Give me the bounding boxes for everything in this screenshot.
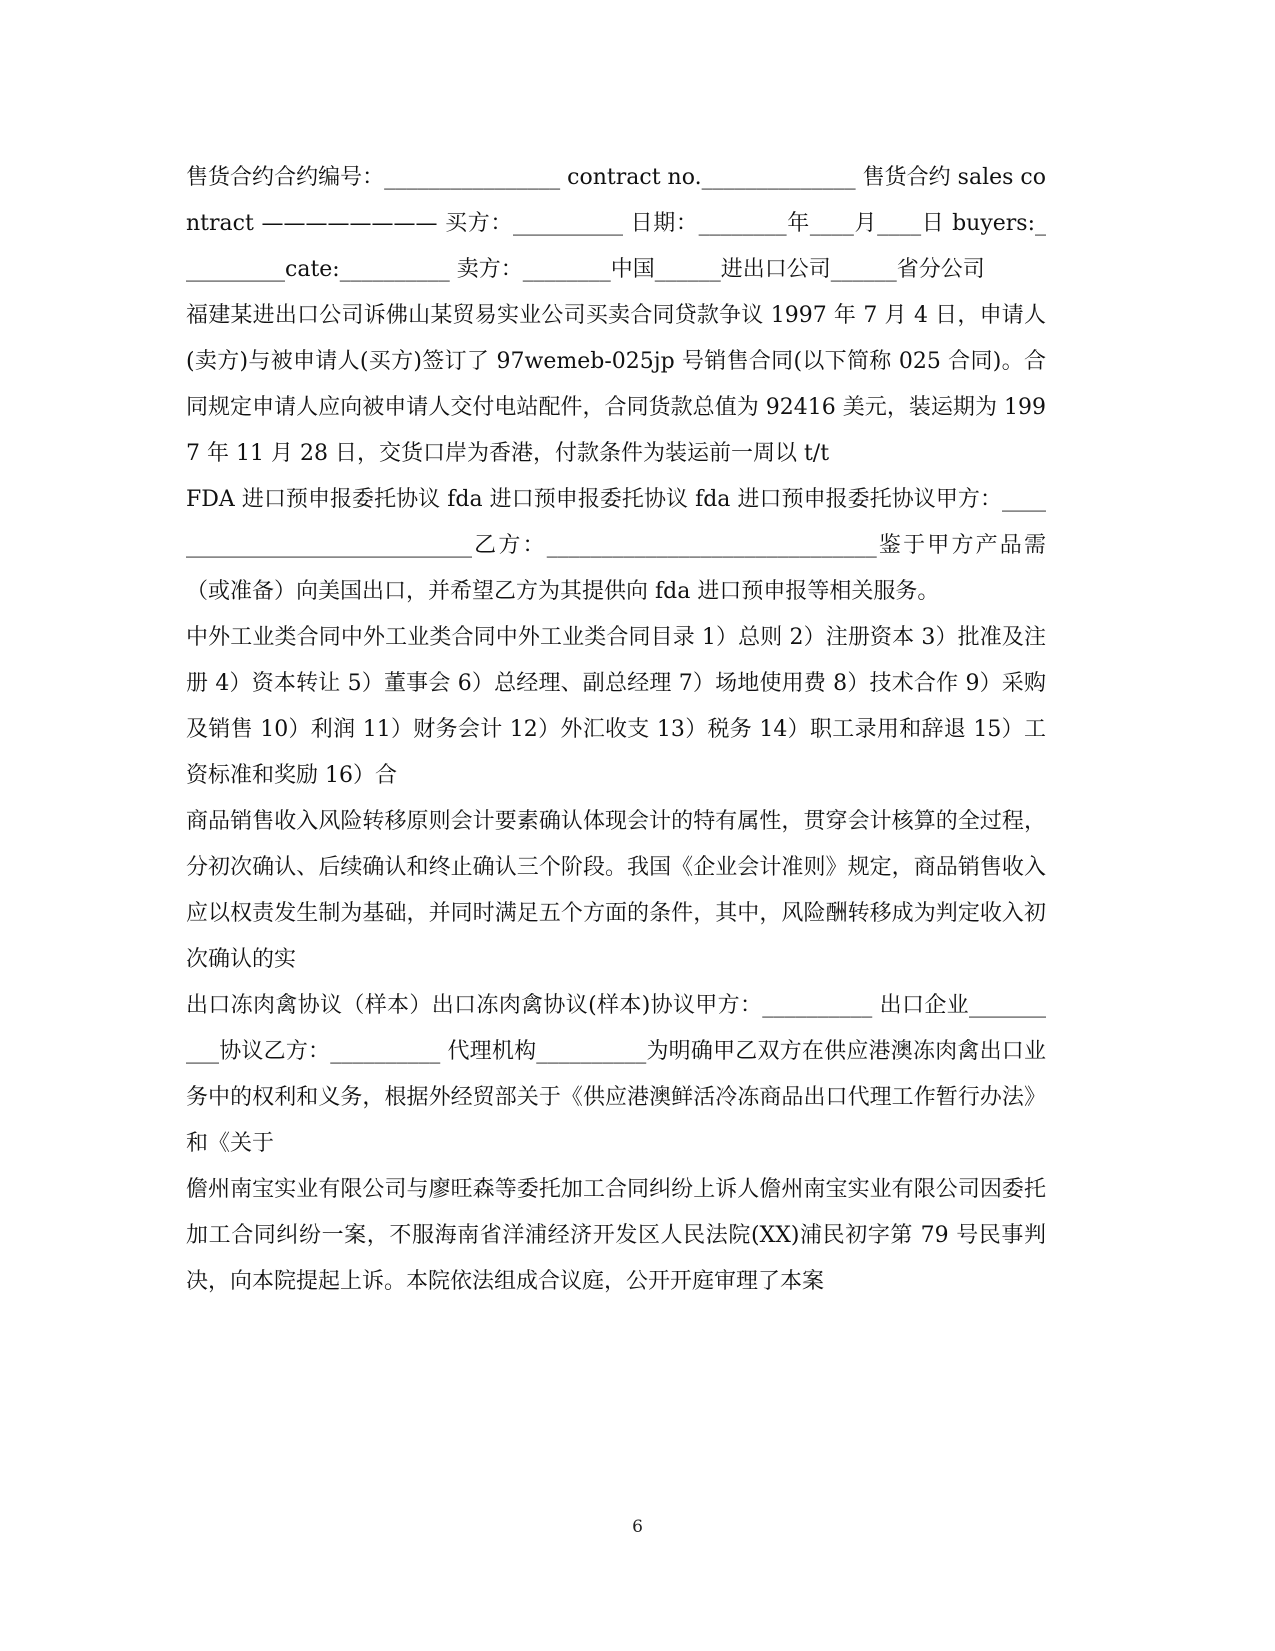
paragraph-industrial-contract: 中外工业类合同中外工业类合同中外工业类合同目录 1）总则 2）注册资本 3）批准及注册 4）资本转让 5）董事会 6）总经理、副总经理 7）场地使用费 8）技术合作 9）采购及销售 10）利润 11）财务会计 12）外汇收支 13）税务 14）职工录用和辞退 15）工资标准和奖励 16）合 bbox=[186, 625, 1046, 788]
paragraph-frozen-meat-agreement: 出口冻肉禽协议（样本）出口冻肉禽协议(样本)协议甲方：__________ 出口企业__________协议乙方：__________ 代理机构__________为明确甲乙双方在供应港澳冻肉禽出口业务中的权利和义务，根据外经贸部关于《供应港澳鲜活冷冻商品出口代理工作暂行办法》和《关于 bbox=[186, 993, 1046, 1156]
paragraph-fujian-dispute: 福建某进出口公司诉佛山某贸易实业公司买卖合同贷款争议 1997 年 7 月 4 日，申请人(卖方)与被申请人(买方)签订了 97wemeb-025jp 号销售合同(以下简称 025 合同)。合同规定申请人应向被申请人交付电站配件，合同货款总值为 92416 美元，装运期为 1997 年 11 月 28 日，交货口岸为香港，付款条件为装运前一周以 t/t bbox=[186, 303, 1046, 466]
paragraph-fda-agreement: FDA 进口预申报委托协议 fda 进口预申报委托协议 fda 进口预申报委托协议甲方：______________________________乙方：______________________________鉴于甲方产品需（或准备）向美国出口，并希望乙方为其提供向 fda 进口预申报等相关服务。 bbox=[186, 487, 1046, 604]
paragraph-sales-contract: 售货合约合约编号：________________ contract no.______________ 售货合约 sales contract ———————— 买方：__________ 日期：________年____月____日 buyers:__________cate:__________ 卖方：________中国______进出口公司______省分公司 bbox=[186, 165, 1046, 282]
document-body bbox=[186, 155, 1046, 1305]
paragraph-revenue-risk: 商品销售收入风险转移原则会计要素确认体现会计的特有属性，贯穿会计核算的全过程，分初次确认、后续确认和终止确认三个阶段。我国《企业会计准则》规定，商品销售收入应以权责发生制为基础，并同时满足五个方面的条件，其中，风险酬转移成为判定收入初次确认的实 bbox=[186, 809, 1046, 972]
page-number: 6 bbox=[632, 1517, 643, 1537]
paragraph-danzhou-case: 儋州南宝实业有限公司与廖旺森等委托加工合同纠纷上诉人儋州南宝实业有限公司因委托加工合同纠纷一案，不服海南省洋浦经济开发区人民法院(XX)浦民初字第 79 号民事判决，向本院提起上诉。本院依法组成合议庭，公开开庭审理了本案 bbox=[186, 1177, 1046, 1294]
